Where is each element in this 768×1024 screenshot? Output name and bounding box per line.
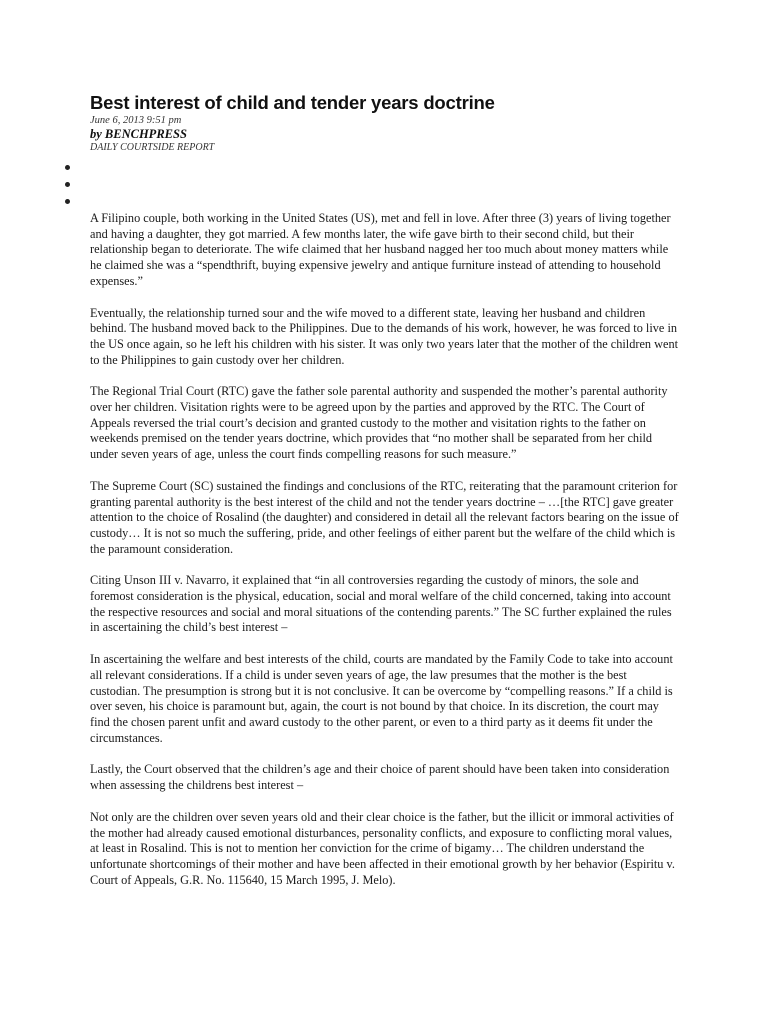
article-byline[interactable]: by BENCHPRESS: [90, 127, 187, 141]
article-paragraph: Lastly, the Court observed that the children’s age and their choice of parent should have been taken into consideration when assessing the childrens best interest –: [90, 762, 670, 793]
bullet-icon: [65, 165, 70, 170]
share-item[interactable]: [65, 192, 680, 209]
article-paragraph: Not only are the children over seven years old and their clear choice is the father, but the illicit or immoral activities of the mother had already caused emotional disturbances, personality conflicts, and exposure to conflicting moral values, at least in Rosalind. This is not to mention her conviction for the crime of bigamy… The children understand the unfortunate shortcomings of their mother and have been affected in their emotional growth by her behavior (Espiritu v. Court of Appeals, G.R. No. 115640, 15 March 1995, J. Melo).: [90, 809, 675, 887]
article-paragraph: Eventually, the relationship turned sour and the wife moved to a different state, leaving her husband and children behind. The husband moved back to the Philippines. Due to the demands of his work, however, he was forced to live in the US once again, so he left his children with his sister. It was only two years later that the mother of the children went to the Philippines to gain custody over her children.: [90, 305, 679, 367]
bullet-icon: [65, 199, 70, 204]
bullet-icon: [65, 182, 70, 187]
article-paragraph: The Supreme Court (SC) sustained the findings and conclusions of the RTC, reiterating that the paramount criterion for granting parental authority is the best interest of the child and not the tender years doctrine – …[the RTC] gave greater attention to the choice of Rosalind (the daughter) and considered in detail all the relevant factors bearing on the issue of custody… It is not so much the suffering, pride, and other feelings of either parent but the welfare of the child which is the paramount consideration.: [90, 478, 679, 556]
article-paragraph: A Filipino couple, both working in the United States (US), met and fell in love. After three (3) years of living together and having a daughter, they got married. A few months later, the wife gave birth to their second child, but their relationship began to deteriorate. The wife claimed that her husband nagged her too much about money matters while he claimed she was a “spendthrift, buying expensive jewelry and antique furniture instead of attending to household expenses.”: [90, 211, 671, 288]
share-item[interactable]: [65, 158, 680, 175]
article-title: Best interest of child and tender years doctrine: [90, 92, 495, 113]
article-body: [90, 211, 680, 888]
article-paragraph: The Regional Trial Court (RTC) gave the father sole parental authority and suspended the mother’s parental authority over her children. Visitation rights were to be agreed upon by the parties and approved by the RTC. The Court of Appeals reversed the trial court’s decision and granted custody to the mother and visitation rights to the father on weekends premised on the tender years doctrine, which provides that “no mother shall be separated from her child under seven years of age, unless the court finds compelling reasons for such measure.”: [90, 384, 668, 462]
share-item[interactable]: [65, 175, 680, 192]
article-section: DAILY COURTSIDE REPORT: [90, 142, 215, 153]
article-paragraph: Citing Unson III v. Navarro, it explained that “in all controversies regarding the custody of minors, the sole and foremost consideration is the physical, education, social and moral welfare of the child concerned, taking into account the respective resources and social and moral situations of the contending parents.” The SC further explained the rules in ascertaining the child’s best interest –: [90, 573, 672, 635]
article-paragraph: In ascertaining the welfare and best interests of the child, courts are mandated by the Family Code to take into account all relevant considerations. If a child is under seven years of age, the law presumes that the mother is the best custodian. The presumption is strong but it is not conclusive. It can be overcome by “compelling reasons.” If a child is over seven, his choice is paramount but, again, the court is not bound by that choice. In its discretion, the court may find the chosen parent unfit and award custody to the other parent, or even to a third party as it deems fit under the circumstances.: [90, 652, 673, 745]
article-date: June 6, 2013 9:51 pm: [90, 115, 182, 126]
article: [90, 92, 680, 904]
share-list: [65, 158, 680, 209]
